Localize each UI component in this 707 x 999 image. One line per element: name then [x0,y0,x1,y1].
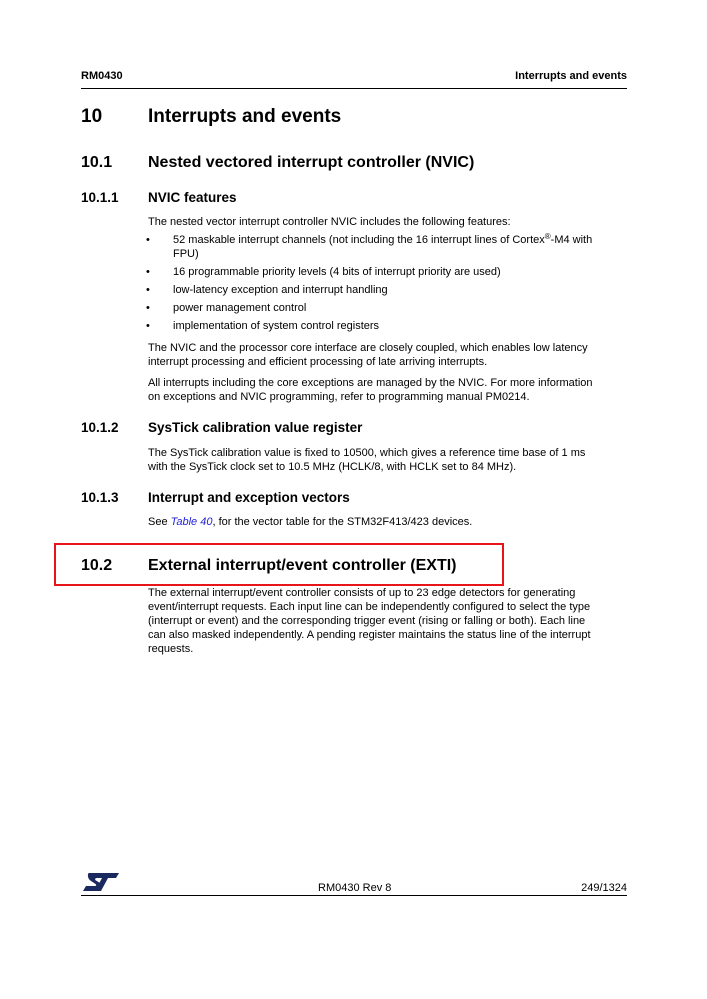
footer-divider [81,895,627,896]
highlight-box [54,543,504,586]
bullet-1-text-cont: -M4 with [550,234,593,246]
section-10-1-2-title: SysTick calibration value register [148,420,363,435]
bullet-dot: • [146,320,150,332]
bullet-dot: • [146,302,150,314]
exti-paragraph-line: can also masked independently. A pending register maintains the status line of the interrupt [148,629,591,641]
section-10-1-3-title: Interrupt and exception vectors [148,490,350,505]
bullet-item-2: 16 programmable priority levels (4 bits of interrupt priority are used) [173,266,501,278]
section-10-2-number: 10.2 [81,557,113,574]
registered-mark: ® [544,232,551,241]
bullet-1-text: 52 maskable interrupt channels (not including the 16 interrupt lines of Cortex [173,234,545,246]
chapter-number: 10 [81,106,103,127]
nvic-intro: The nested vector interrupt controller NVIC includes the following features: [148,216,511,228]
section-10-1-1-title: NVIC features [148,190,237,205]
nvic-paragraph-1-line: The NVIC and the processor core interface are closely coupled, which enables low latency [148,342,588,354]
section-10-1-3-number: 10.1.3 [81,490,119,505]
footer-page-number: 249/1324 [581,882,627,894]
bullet-item-5: implementation of system control registers [173,320,380,332]
bullet-item-1 [173,233,629,261]
nvic-paragraph-1-line: interrupt processing and efficient processing of late arriving interrupts. [148,356,488,368]
exti-paragraph-line: (interrupt or event) and the corresponding trigger event (rising or falling or both). Each line [148,615,586,627]
exti-paragraph-line: The external interrupt/event controller consists of up to 23 edge detectors for generating [148,587,576,599]
bullet-item-3: low-latency exception and interrupt handling [173,284,388,296]
systick-paragraph [148,446,630,474]
systick-paragraph-line: with the SysTick clock set to 10.5 MHz (HCLK/8, with HCLK set to 84 MHz). [148,461,517,473]
vectors-see-text: See [148,516,171,528]
vectors-paragraph [148,515,630,529]
bullet-dot: • [146,266,150,278]
bullet-item-4: power management control [173,302,307,314]
bullet-1-text-line2: FPU) [173,248,199,260]
bullet-dot: • [146,284,150,296]
table-40-link[interactable]: Table 40 [170,516,213,528]
vectors-rest-text: , for the vector table for the STM32F413/423 devices. [212,516,473,528]
header-section-title: Interrupts and events [515,70,627,82]
systick-paragraph-line: The SysTick calibration value is fixed to 10500, which gives a reference time base of 1 ms [148,447,586,459]
section-10-2-title: External interrupt/event controller (EXTI) [148,557,457,574]
nvic-paragraph-2 [148,376,630,404]
section-10-1-number: 10.1 [81,154,113,171]
chapter-title: Interrupts and events [148,106,342,127]
bullet-dot: • [146,234,150,246]
section-10-1-2-number: 10.1.2 [81,420,119,435]
exti-paragraph-line: requests. [148,643,194,655]
nvic-paragraph-2-line: All interrupts including the core exceptions are managed by the NVIC. For more information [148,377,593,389]
header-doc-id: RM0430 [81,70,123,82]
exti-paragraph [148,586,630,656]
section-10-1-title: Nested vectored interrupt controller (NVIC) [148,154,475,171]
section-10-1-1-number: 10.1.1 [81,190,119,205]
st-logo-icon [81,871,121,893]
footer-revision: RM0430 Rev 8 [318,882,392,894]
nvic-paragraph-2-line: on exceptions and NVIC programming, refer to programming manual PM0214. [148,391,530,403]
exti-paragraph-line: event/interrupt requests. Each input line can be independently configured to select the type [148,601,591,613]
nvic-paragraph-1 [148,341,630,369]
header-divider [81,88,627,89]
